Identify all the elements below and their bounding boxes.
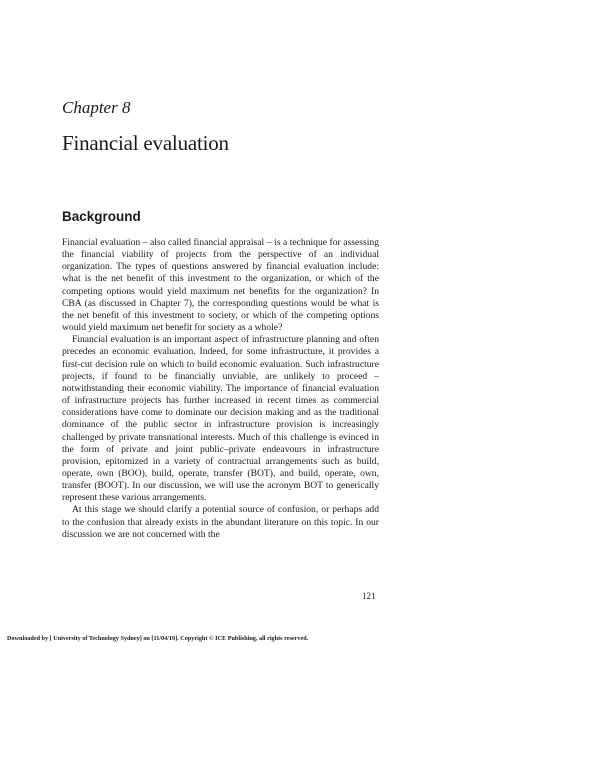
section-heading: Background bbox=[62, 209, 141, 224]
chapter-label: Chapter 8 bbox=[62, 98, 131, 117]
body-text bbox=[62, 237, 379, 541]
chapter-title: Financial evaluation bbox=[62, 131, 229, 155]
page-number: 121 bbox=[362, 591, 376, 601]
download-footer: Downloaded by [ University of Technology Sydney] on [11/04/19]. Copyright © ICE Publishing, all rights reserved. bbox=[7, 635, 309, 642]
paragraph-2: Financial evaluation is an important aspect of infrastructure planning and often precedes an economic evaluation. Indeed, for some infrastructure, it provides a first-cut decision rule on which to build economic evaluation. Such infrastructure projects, if found to be financially unviable, are unlikely to proceed – notwithstanding their economic viability. The importance of financial evaluation of infrastructure projects has further increased in recent times as commercial considerations have come to dominate our decision making and as the traditional dominance of the public sector in infrastructure provision is increasingly challenged by private transnational interests. Much of this challenge is evinced in the form of private and joint public–private endeavours in infrastructure provision, epitomized in a variety of contractual arrangements such as build, operate, own (BOO), build, operate, transfer (BOT), and build, operate, own, transfer (BOOT). In our discussion, we will use the acronym BOT to generically represent these various arrangements. bbox=[62, 334, 379, 504]
paragraph-1: Financial evaluation – also called financial appraisal – is a technique for assessing the financial viability of projects from the perspective of an individual organization. The types of questions answered by financial evaluation include: what is the net benefit of this investment to the organization, or which of the competing options would yield maximum net benefits for the organization? In CBA (as discussed in Chapter 7), the corresponding questions would be what is the net benefit of this investment to society, or which of the competing options would yield maximum net benefit for society as a whole? bbox=[62, 237, 379, 334]
paragraph-3: At this stage we should clarify a potential source of confusion, or perhaps add to the confusion that already exists in the abundant literature on this topic. In our discussion we are not concerned with the bbox=[62, 504, 379, 540]
